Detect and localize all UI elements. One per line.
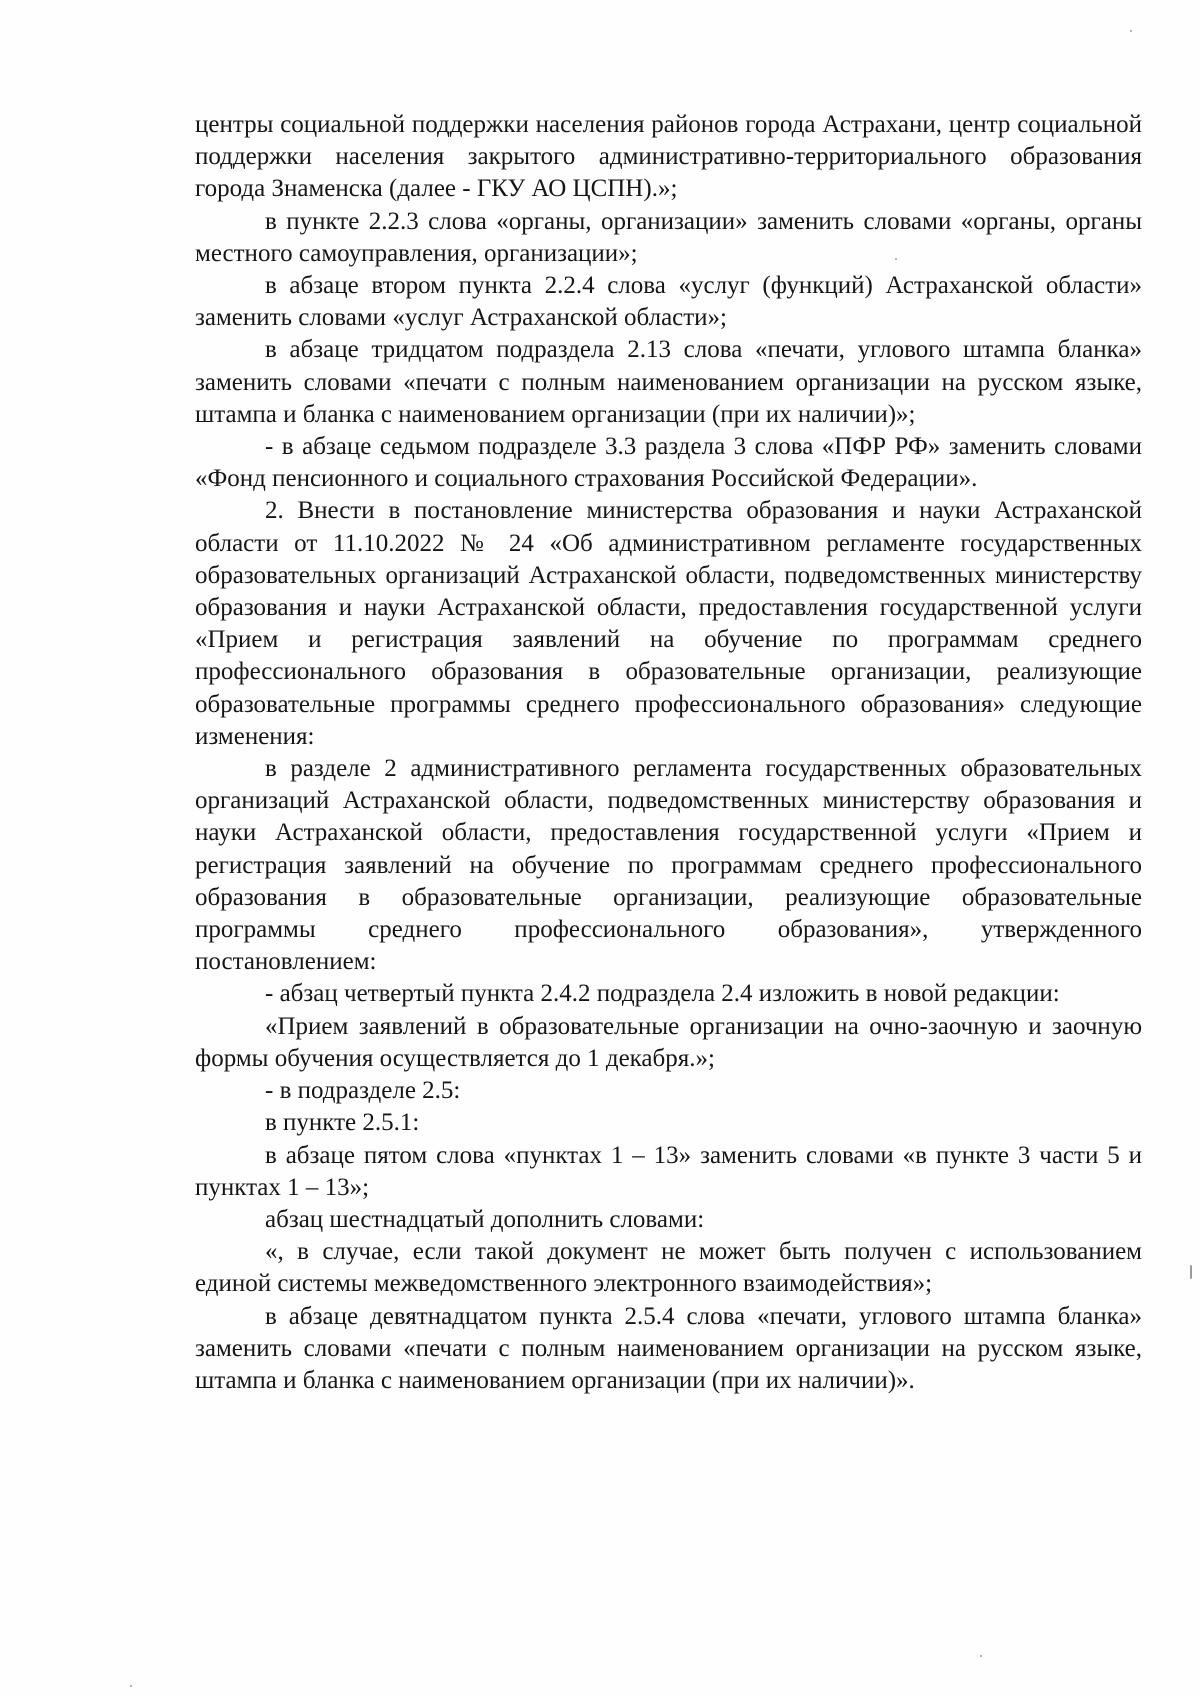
paragraph-12: в абзаце пятом слова «пунктах 1 – 13» заменить словами «в пункте 3 части 5 и пунктах 1 – 13»; [195,1141,1142,1201]
paragraph-9: «Прием заявлений в образовательные организации на очно-заочную и заочную формы обучения осуществляется до 1 декабря.»; [195,1012,1142,1072]
paragraph-5: - в абзаце седьмом подразделе 3.3 раздела 3 слова «ПФР РФ» заменить словами «Фонд пенсионного и социального страхования Российской Федерации». [195,433,1142,493]
paragraph-10: - в подразделе 2.5: [265,1077,461,1105]
document-body [195,109,1142,1397]
paragraph-15: в абзаце девятнадцатом пункта 2.5.4 слова «печати, углового штампа бланка» заменить словами «печати с полным наименованием организации на русском языке, штампа и бланка с наименованием организации (при их наличии)». [195,1302,1142,1394]
paragraph-4: в абзаце тридцатом подраздела 2.13 слова «печати, углового штампа бланка» заменить словами «печати с полным наименованием организации на русском языке, штампа и бланка с наименованием организации (при их наличии)»; [195,336,1142,428]
paragraph-2: в пункте 2.2.3 слова «органы, организации» заменить словами «органы, органы местного самоуправления, организации»; [195,207,1142,267]
paragraph-7: в разделе 2 административного регламента государственных образовательных организаций Астраханской области, подведомственных министерству образования и науки Астраханской области, предоставления государственной услуги «Прием и регистрация заявлений на обучение по программам среднего профессионального образования в образовательные организации, реализующие образовательные программы среднего профессионального образования», утвержденного постановлением: [195,755,1142,976]
scan-speck [1190,1265,1192,1279]
scan-speck [1130,30,1132,32]
paragraph-13: абзац шестнадцатый дополнить словами: [265,1205,705,1233]
scan-speck [980,1655,982,1657]
paragraph-6: 2. Внести в постановление министерства образования и науки Астраханской области от 11.10.2022 № 24 «Об административном регламенте государственных образовательных организаций Астраханской области, подведомственных министерству образования и науки Астраханской области, предоставления государственной услуги «Прием и регистрация заявлений на обучение по программам среднего профессионального образования в образовательные организации, реализующие образовательные программы среднего профессионального образования» следующие изменения: [195,497,1142,750]
scan-speck [130,1685,132,1687]
paragraph-3: в абзаце втором пункта 2.2.4 слова «услуг (функций) Астраханской области» заменить словами «услуг Астраханской области»; [195,272,1142,332]
paragraph-11: в пункте 2.5.1: [265,1109,420,1137]
paragraph-1: центры социальной поддержки населения районов города Астрахани, центр социальной поддержки населения закрытого административно-территориального образования города Знаменска (далее - ГКУ АО ЦСПН).»; [195,111,1142,203]
scan-speck [895,258,897,260]
paragraph-8: - абзац четвертый пункта 2.4.2 подраздела 2.4 изложить в новой редакции: [265,980,1060,1008]
paragraph-14: «, в случае, если такой документ не может быть получен с использованием единой системы межведомственного электронного взаимодействия»; [195,1238,1142,1298]
